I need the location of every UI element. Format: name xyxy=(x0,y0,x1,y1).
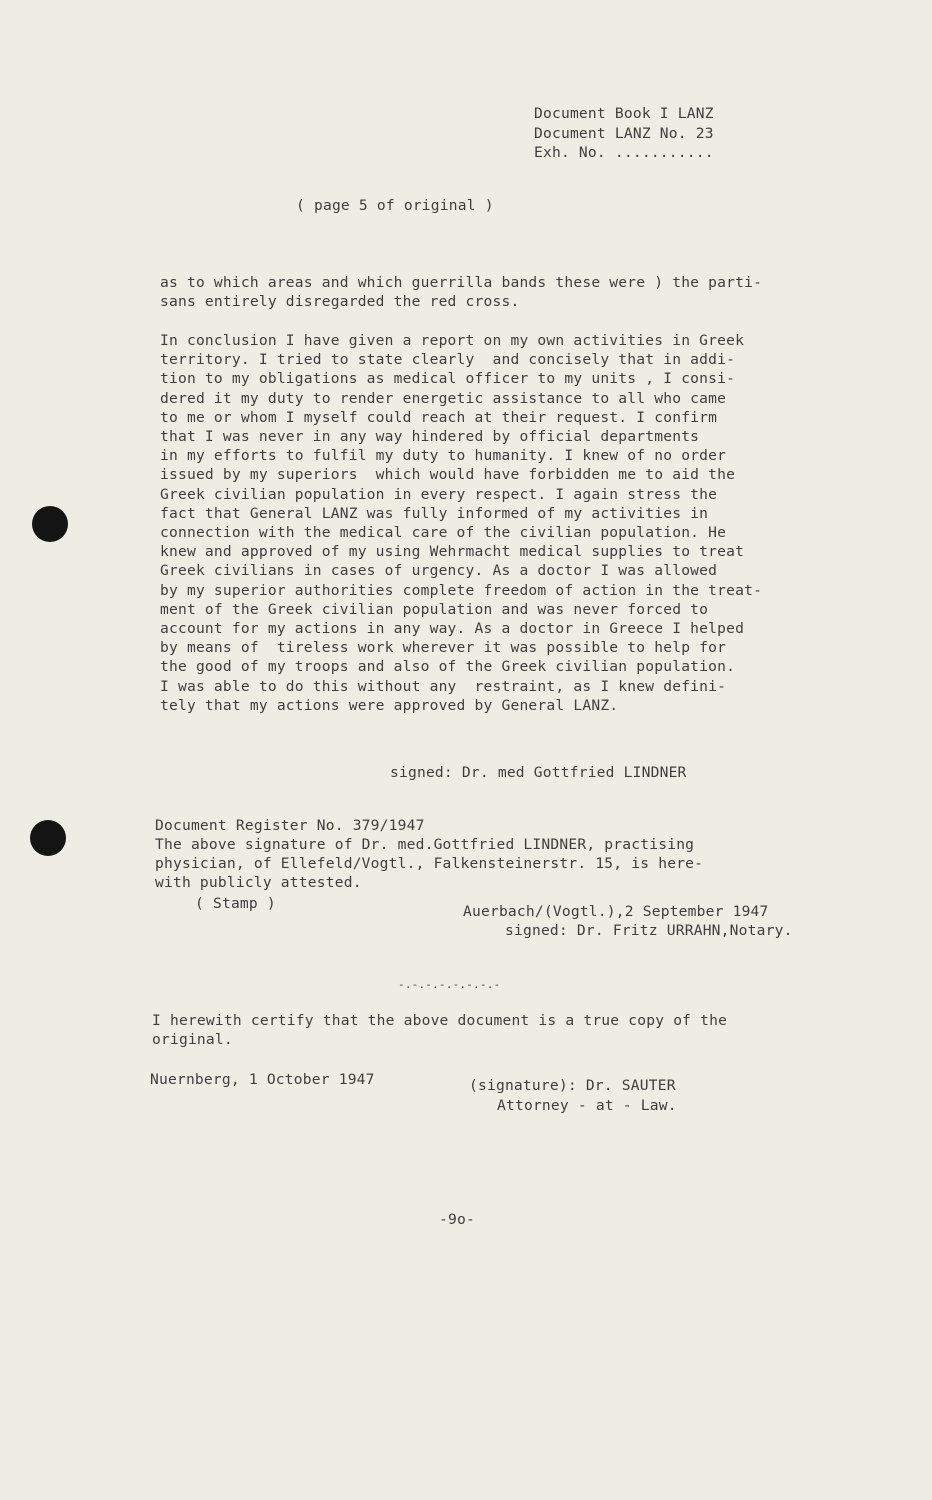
text-line: ment of the Greek civilian population and was never forced to xyxy=(160,600,709,618)
text-line: Greek civilian population in every respect. I again stress the xyxy=(160,485,718,503)
text-line: connection with the medical care of the civilian population. He xyxy=(160,524,727,542)
register-line: with publicly attested. xyxy=(155,874,362,891)
text-line: issued by my superiors which would have forbidden me to aid the xyxy=(160,466,736,484)
register-line: physician, of Ellefeld/Vogtl., Falkensteinerstr. 15, is here- xyxy=(155,855,704,872)
page-number: -9o- xyxy=(439,1211,475,1228)
notary-signature: signed: Dr. Fritz URRAHN,Notary. xyxy=(505,922,793,939)
register-place-date: Auerbach/(Vogtl.),2 September 1947 xyxy=(463,903,769,920)
text-line: the good of my troops and also of the Greek civilian population. xyxy=(160,658,736,676)
text-line: sans entirely disregarded the red cross. xyxy=(160,293,520,311)
header-line: Exh. No. ........... xyxy=(534,144,714,161)
text-line: as to which areas and which guerrilla bands these were ) the parti- xyxy=(160,274,763,291)
text-line: tion to my obligations as medical officer to my units , I consi- xyxy=(160,370,736,388)
main-paragraph xyxy=(160,331,810,715)
text-line: by means of tireless work wherever it was possible to help for xyxy=(160,639,727,657)
punch-hole xyxy=(30,820,66,856)
attorney-signature: (signature): Dr. SAUTER xyxy=(469,1077,676,1094)
text-line: knew and approved of my using Wehrmacht medical supplies to treat xyxy=(160,543,745,561)
text-line: tely that my actions were approved by General LANZ. xyxy=(160,696,619,714)
stamp-note: ( Stamp ) xyxy=(195,895,276,912)
separator: -.-.-.-.-.-.-.- xyxy=(398,978,501,991)
text-line: to me or whom I myself could reach at their request. I confirm xyxy=(160,408,718,426)
page-note: ( page 5 of original ) xyxy=(296,197,494,214)
text-line: that I was never in any way hindered by official departments xyxy=(160,428,700,446)
text-line: I was able to do this without any restraint, as I knew defini- xyxy=(160,677,727,695)
signed-line: signed: Dr. med Gottfried LINDNER xyxy=(390,764,687,781)
text-line: in my efforts to fulfil my duty to humanity. I knew of no order xyxy=(160,447,727,465)
text-line: fact that General LANZ was fully informed of my activities in xyxy=(160,504,709,522)
header-line: Document Book I LANZ xyxy=(534,105,714,122)
register-block xyxy=(155,816,703,892)
certification-line: I herewith certify that the above document is a true copy of the xyxy=(152,1012,728,1029)
text-line: by my superior authorities complete freedom of action in the treat- xyxy=(160,581,763,599)
certification-line: original. xyxy=(152,1031,233,1048)
text-line: Greek civilians in cases of urgency. As a doctor I was allowed xyxy=(160,562,718,580)
punch-hole xyxy=(32,506,68,542)
continuation-paragraph xyxy=(160,273,810,311)
attorney-title: Attorney - at - Law. xyxy=(497,1097,677,1114)
certification-place-date: Nuernberg, 1 October 1947 xyxy=(150,1071,375,1088)
text-line: territory. I tried to state clearly and concisely that in addi- xyxy=(160,351,736,369)
text-line: In conclusion I have given a report on my own activities in Greek xyxy=(160,332,745,349)
header-line: Document LANZ No. 23 xyxy=(534,124,714,142)
document-header xyxy=(534,104,714,163)
certification-block xyxy=(152,1011,727,1049)
register-line: The above signature of Dr. med.Gottfried LINDNER, practising xyxy=(155,836,695,853)
register-line: Document Register No. 379/1947 xyxy=(155,817,425,834)
text-line: account for my actions in any way. As a doctor in Greece I helped xyxy=(160,620,745,638)
text-line: dered it my duty to render energetic assistance to all who came xyxy=(160,389,727,407)
